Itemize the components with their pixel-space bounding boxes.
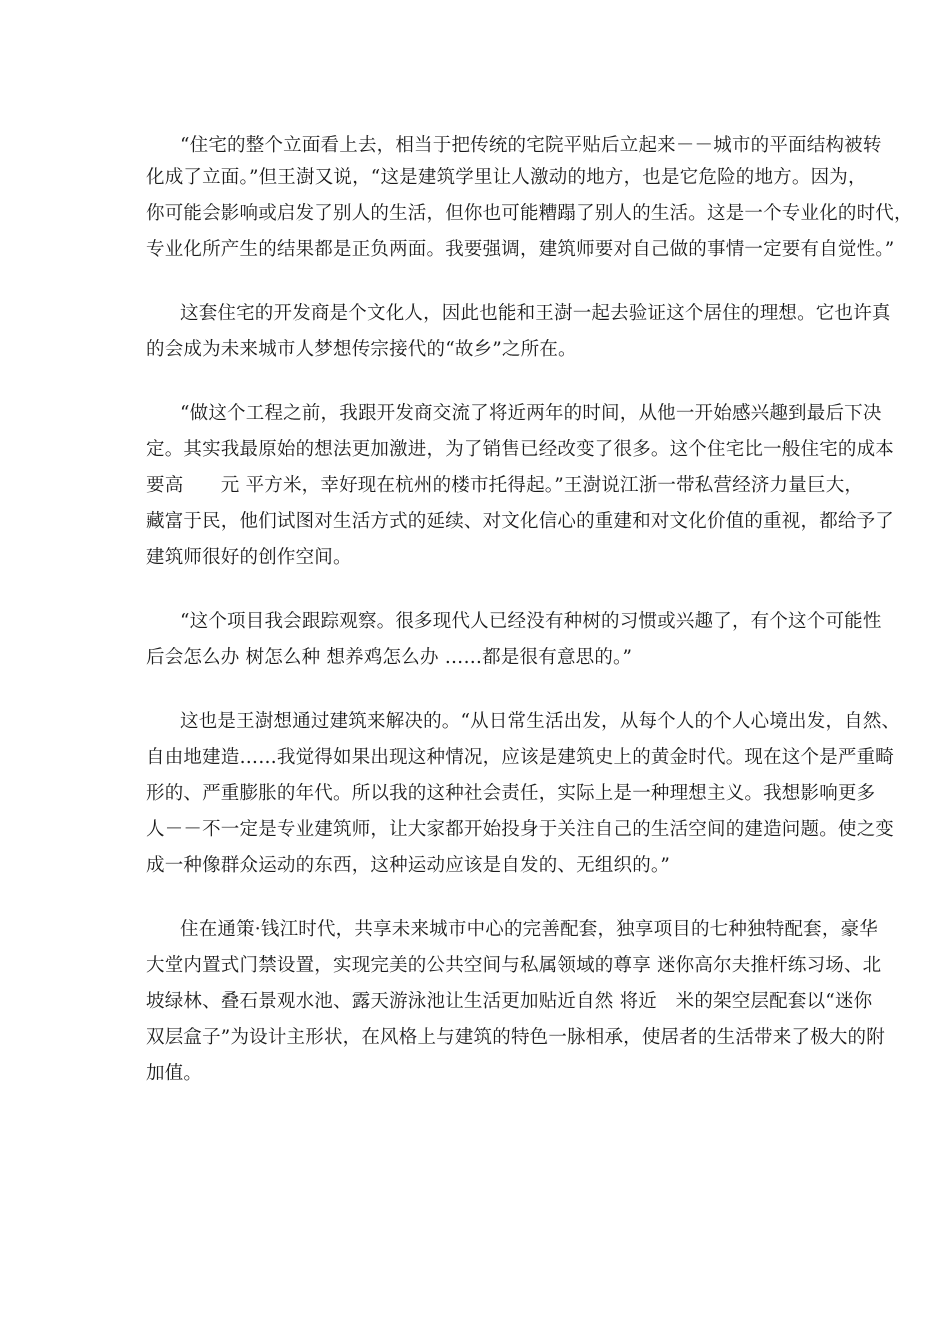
paragraph-5-line-1: 这也是王澍想通过建筑来解决的。“从日常生活出发，从每个人的个人心境出发，自然、: [180, 711, 901, 732]
paragraph-3-line-2: 定。其实我最原始的想法更加激进，为了销售已经改变了很多。这个住宅比一般住宅的成本: [146, 439, 895, 460]
paragraph-5-line-5: 成一种像群众运动的东西，这种运动应该是自发的、无组织的。”: [146, 855, 671, 876]
paragraph-2-line-1: 这套住宅的开发商是个文化人，因此也能和王澍一起去验证这个居住的理想。它也许真: [180, 303, 891, 324]
paragraph-6-line-3: 坡绿林、叠石景观水池、露天游泳池让生活更加贴近自然 将近 米的架空层配套以“迷你: [146, 991, 873, 1012]
paragraph-3-line-3: 要高 元 平方米，幸好现在杭州的楼市托得起。”王澍说江浙一带私营经济力量巨大，: [146, 475, 864, 496]
paragraph-1-line-4: 专业化所产生的结果都是正负两面。我要强调，建筑师要对自己做的事情一定要有自觉性。”: [146, 239, 895, 260]
paragraph-6-line-5: 加值。: [146, 1063, 203, 1084]
paragraph-1-line-1: “住宅的整个立面看上去，相当于把传统的宅院平贴后立起来－－城市的平面结构被转: [180, 135, 882, 156]
paragraph-1-line-3: 你可能会影响或启发了别人的生活，但你也可能糟蹋了别人的生活。这是一个专业化的时代，: [146, 203, 913, 224]
paragraph-5-line-3: 形的、严重膨胀的年代。所以我的这种社会责任，实际上是一种理想主义。我想影响更多: [146, 783, 876, 804]
paragraph-6-line-1: 住在通策·钱江时代，共享未来城市中心的完善配套，独享项目的七种独特配套，豪华: [180, 919, 878, 940]
paragraph-5-line-4: 人－－不一定是专业建筑师，让大家都开始投身于关注自己的生活空间的建造问题。使之变: [146, 819, 895, 840]
paragraph-3-line-4: 藏富于民，他们试图对生活方式的延续、对文化信心的重建和对文化价值的重视，都给予了: [146, 511, 895, 532]
paragraph-6-line-2: 大堂内置式门禁设置，实现完美的公共空间与私属领域的尊享 迷你高尔夫推杆练习场、北: [146, 955, 882, 976]
paragraph-3-line-5: 建筑师很好的创作空间。: [146, 547, 352, 568]
paragraph-5-line-2: 自由地建造……我觉得如果出现这种情况，应该是建筑史上的黄金时代。现在这个是严重畸: [146, 747, 895, 768]
paragraph-4-line-1: “这个项目我会跟踪观察。很多现代人已经没有种树的习惯或兴趣了，有个这个可能性: [180, 611, 882, 632]
paragraph-2-line-2: 的会成为未来城市人梦想传宗接代的“故乡”之所在。: [146, 339, 577, 360]
paragraph-1-line-2: 化成了立面。”但王澍又说，“这是建筑学里让人激动的地方，也是它危险的地方。因为，: [146, 167, 867, 188]
paragraph-3-line-1: “做这个工程之前，我跟开发商交流了将近两年的时间，从他一开始感兴趣到最后下决: [180, 403, 882, 424]
paragraph-6-line-4: 双层盒子”为设计主形状，在风格上与建筑的特色一脉相承，使居者的生活带来了极大的附: [146, 1027, 885, 1048]
paragraph-4-line-2: 后会怎么办 树怎么种 想养鸡怎么办 ……都是很有意思的。”: [146, 647, 633, 668]
